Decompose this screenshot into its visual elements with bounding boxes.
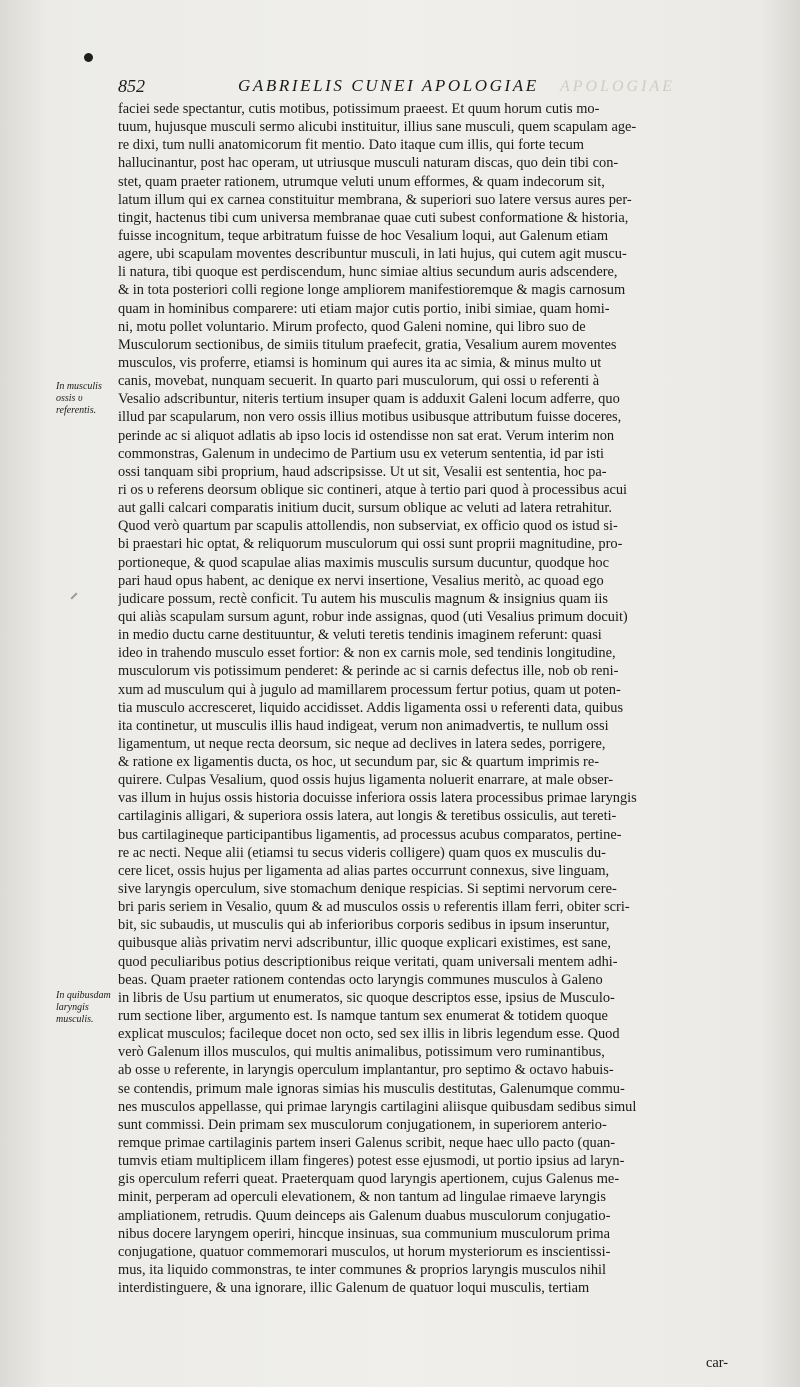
text-line: bri paris seriem in Vesalio, quum & ad musculos ossis υ referentis illam ferri, obiter scri- [118, 899, 630, 916]
text-line: beas. Quam praeter rationem contendas octo laryngis communes musculos à Galeno [118, 971, 603, 988]
text-line: tia musculo accresceret, liquido accidisset. Addis ligamenta ossi υ referenti data, quibus [118, 699, 624, 716]
text-line: nibus docere laryngem operiri, hincque insinuas, sua communium musculorum prima [118, 1225, 610, 1242]
text-line: conjugatione, quatuor commemorari musculos, ut horum mysteriorum es inscientissi- [118, 1243, 611, 1260]
text-line: cere licet, ossis hujus per ligamenta ad alias partes occurrunt connexus, sive linguam, [118, 862, 610, 879]
text-line: sunt commissi. Dein primam sex musculorum conjugationem, in superiorem anterio- [118, 1116, 607, 1133]
text-line: in medio ductu carne destituuntur, & veluti teretis tendinis imaginem referunt: quasi [118, 627, 602, 644]
margin-note-larynx-muscles: In quibusdam laryngis musculis. [56, 990, 111, 1025]
text-line: quam in hominibus comparere: uti etiam major cutis portio, inibi simiae, quam homi- [118, 300, 610, 317]
text-line: latum illum qui ex carnea constituitur membrana, & superiori suo latere versus aures per- [118, 191, 632, 208]
text-line: pari haud opus habent, ac denique ex nervi insertione, Vesalius meritò, ac quoad ego [118, 572, 604, 589]
text-line: agere, ubi scapulam moventes describuntur musculi, in lati hujus, qui cutem agit muscu- [118, 246, 627, 263]
text-line: musculorum vis potissimum penderet: & perinde ac si carnis defectus ille, nob ob reni- [118, 663, 619, 680]
body-text [118, 100, 738, 1297]
text-line: rum sectione liber, argumento est. Is namque tantum sex enumerat & totidem quoque [118, 1008, 608, 1025]
text-line: commonstras, Galenum in undecimo de Partium usu ex veterum sententia, id par isti [118, 445, 604, 462]
text-line: Quod verò quartum par scapulis attollendis, non subserviat, ex officio quod os istud si- [118, 518, 618, 535]
text-line: re ac necti. Neque alii (etiamsi tu secus videris colligere) quam quos ex musculis du- [118, 844, 606, 861]
text-line: ni, motu pollet voluntario. Mirum profecto, quod Galeni nomine, qui libro suo de [118, 318, 586, 335]
text-line: aut galli calcari comparatis initium ducit, sursum oblique ac veluti ad latera retrahitur. [118, 500, 612, 517]
margin-note-os-hyoides: In musculis ossis υ referentis. [56, 381, 102, 416]
text-line: ri os υ referens deorsum oblique sic contineri, atque à tertio pari quod à processibus acui [118, 481, 628, 498]
text-line: minit, perperam ad operculi elevationem, & non tantum ad lingulae rimaeve laryngis [118, 1189, 606, 1206]
text-line: ampliationem, retrudis. Quum deinceps ais Galenum duabus musculorum conjugatio- [118, 1207, 611, 1224]
text-line: li natura, tibi quoque est perdiscendum, hunc simiae altius secundum auris adscendere, [118, 264, 618, 281]
catchword: car- [706, 1355, 729, 1371]
show-through-heading: APOLOGIAE [560, 78, 675, 95]
running-title: GABRIELIS CUNEI APOLOGIAE [238, 76, 539, 95]
text-line: quibusque aliàs privatim nervi adscribuntur, illic quoque explicari existimes, est sane, [118, 935, 611, 952]
text-line: vas illum in hujus ossis historia docuisse inferiora ossis latera processibus primae laryngis [118, 790, 637, 807]
text-line: sive laryngis operculum, sive stomachum denique respicias. Si septimi nervorum cere- [118, 881, 617, 898]
text-line: fuisse incognitum, teque arbitratum fuisse de hoc Vesalium loqui, aut Galenum etiam [118, 227, 609, 244]
text-line: quod peculiaribus potius descriptionibus reique veritati, quam universali mentem adhi- [118, 953, 618, 970]
text-line: bus cartilagineque participantibus ligamentis, ad processus acubus comparatos, pertine- [118, 826, 622, 843]
text-line: bit, sic subaudis, ut musculis qui ab inferioribus corporis sedibus in ipsum inseruntur, [118, 917, 610, 934]
text-line: gis operculum referri queat. Praeterquam quod laryngis apertionem, cujus Galenus me- [118, 1171, 620, 1188]
text-line: Musculorum sectionibus, de simiis titulum praefecit, gratia, Vesalium aurem moventes [118, 336, 617, 353]
text-line: stet, quam praeter rationem, utrumque veluti unum efformes, & quam indecorum sit, [118, 173, 605, 190]
text-line: qui aliàs scapulam sursum agunt, robur inde assignas, quod (uti Vesalius primum docuit) [118, 608, 628, 625]
text-line: interdistinguere, & una ignorare, illic Galenum de quatuor loqui musculis, tertiam [118, 1280, 590, 1297]
page-number: 852 [118, 76, 145, 96]
text-line: mus, ita liquido commonstras, te inter communes & proprios laryngis musculos nihil [118, 1262, 607, 1278]
text-line: illud par scapularum, non vero ossis illius motibus usibusque attributum fuisse doceres, [118, 409, 622, 426]
text-line: perinde ac si aliquot adlatis ab ipso locis id ostendisse non sat erat. Verum interim non [118, 427, 615, 444]
text-line: ita continetur, ut musculis illis haud indigeat, verum non animadvertis, te nullum ossi [118, 717, 609, 734]
text-line: musculos, vis proferre, etiamsi is hominum qui aures ita ac simia, & minus multo ut [118, 354, 602, 371]
text-line: tingit, hactenus tibi cum universa membranae quae cuti subest conformatione & historia, [118, 209, 629, 226]
text-line: tuum, hujusque musculi sermo alicubi instituitur, illius sane musculi, quem scapulam age- [118, 119, 637, 136]
text-line: xum ad musculum qui à jugulo ad mamillarem processum fertur potius, quam ut poten- [118, 681, 621, 698]
text-line: hallucinantur, post hac operam, ut utriusque musculi naturam discas, quo dein tibi con- [118, 155, 619, 172]
text-line: portioneque, & quod scapulae alias maximis musculis sursum ducuntur, quodque hoc [118, 554, 610, 571]
text-line: in libris de Usu partium ut enumeratos, sic quoque descriptos esse, ipsius de Musculo- [118, 989, 615, 1006]
text-line: canis, movebat, nunquam secuerit. In quarto pari musculorum, qui ossi υ referenti à [118, 373, 600, 390]
text-line: ab osse υ referente, in laryngis operculum implantantur, pro septimo & octavo habuis- [118, 1062, 614, 1079]
text-line: Vesalio adscribuntur, niteris tertium insuper quam is adduxit Galeni locum adferre, quo [118, 391, 620, 408]
text-line: re dixi, tum nulli anatomicorum fit mentio. Dato itaque cum illis, qui forte tecum [118, 137, 584, 154]
text-line: remque primae cartilaginis partem inseri Galenus scribit, neque haec ullo pacto (quan- [118, 1135, 616, 1152]
margin-mark [70, 592, 77, 599]
text-line: & in tota posteriori colli regione longe ampliorem manifestioremque & magis carnosum [118, 282, 626, 299]
text-line: ideo in trahendo musculo esset fortior: & non ex carnis mole, sed tendinis longitudine, [118, 645, 616, 662]
text-line: explicat musculos; facileque docet non octo, sed sex illis in libris legendum esse. Quod [118, 1026, 620, 1043]
text-line: faciei sede spectantur, cutis motibus, potissimum praeest. Et quum horum cutis mo- [118, 101, 600, 117]
text-line: bi praestari hic optat, & reliquorum musculorum qui ossi sunt proprii magnitudine, pro- [118, 536, 623, 553]
text-line: ligamentum, ut neque recta deorsum, sic neque ad declives in latera sedes, porrigere, [118, 735, 606, 752]
text-line: ossi tanquam sibi proprium, haud adscripsisse. Ut ut sit, Vesalii est sententia, hoc pa- [118, 463, 607, 480]
text-line: se contendis, primum male ignoras simias his musculis destitutas, Galenumque commu- [118, 1080, 625, 1097]
page-header [118, 76, 738, 102]
ink-dot [84, 53, 93, 62]
text-line: quirere. Culpas Vesalium, quod ossis hujus ligamenta noluerit enarrare, at male obser- [118, 772, 613, 789]
text-line: nes musculos appellasse, qui primae laryngis cartilagini aliisque quibusdam sedibus simul [118, 1098, 637, 1115]
text-line: & ratione ex ligamentis ducta, os hoc, ut secundum par, sic & quartum imprimis re- [118, 754, 599, 771]
text-line: tumvis etiam multiplicem illam fingeres) potest esse ejusmodi, ut portio ipsius ad laryn- [118, 1153, 625, 1170]
text-line: cartilaginis alligari, & superiora ossis latera, aut longis & teretibus ossiculis, aut tereti- [118, 808, 617, 825]
text-line: verò Galenum illos musculos, qui multis animalibus, potissimum vero ruminantibus, [118, 1044, 605, 1061]
text-line: judicare possum, rectè conficit. Tu autem his musculis magnum & insignius quam iis [118, 590, 609, 607]
